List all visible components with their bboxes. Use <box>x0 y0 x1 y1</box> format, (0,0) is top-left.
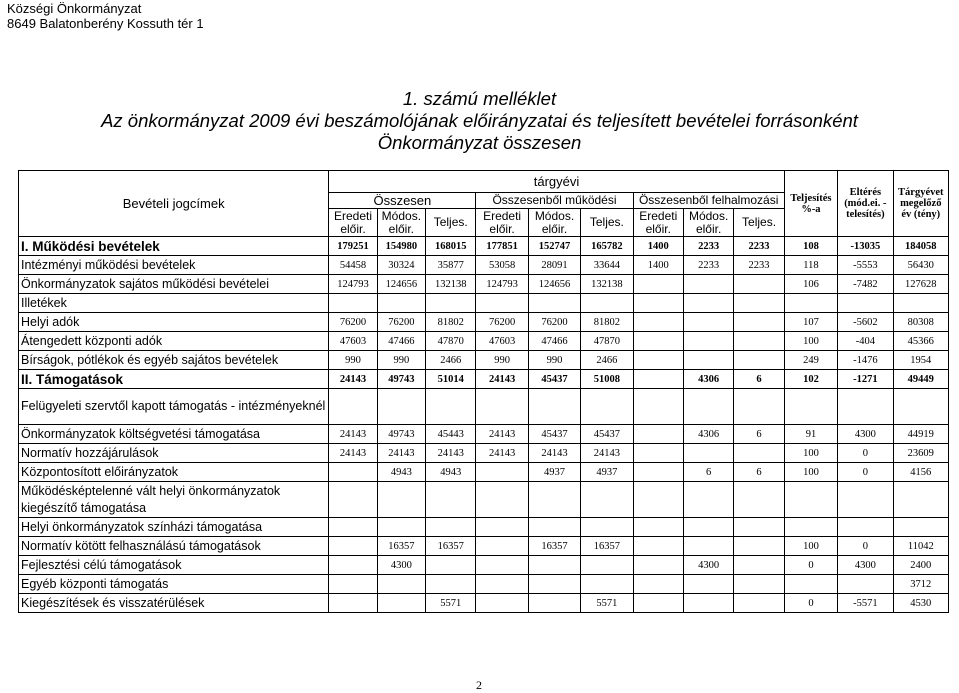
table-cell: 2233 <box>734 256 784 275</box>
table-cell <box>633 444 683 463</box>
table-cell: 0 <box>784 556 837 575</box>
table-cell <box>528 294 580 313</box>
table-cell: 81802 <box>581 313 633 332</box>
table-cell: 1400 <box>633 237 683 256</box>
sub-header-modos: Módos. előir. <box>528 209 580 237</box>
col-header-jogcim: Bevételi jogcímek <box>19 171 329 237</box>
table-cell: 6 <box>734 425 784 444</box>
table-cell <box>633 463 683 482</box>
table-row <box>19 332 949 351</box>
table-cell <box>633 313 683 332</box>
table-cell: 91 <box>784 425 837 444</box>
title-line-2: Az önkormányzat 2009 évi beszámolójának előirányzatai és teljesített bevételei forrásonként <box>101 110 858 131</box>
table-cell <box>633 556 683 575</box>
table-cell: 2233 <box>734 237 784 256</box>
table-cell: 100 <box>784 463 837 482</box>
table-cell: 0 <box>838 444 893 463</box>
table-cell <box>683 575 733 594</box>
table-cell: 118 <box>784 256 837 275</box>
table-cell <box>476 575 528 594</box>
table-cell: 45437 <box>528 370 580 389</box>
table-cell: 56430 <box>893 256 948 275</box>
table-row <box>19 294 949 313</box>
sub-header-modos: Módos. előir. <box>683 209 733 237</box>
table-cell: 35877 <box>426 256 476 275</box>
table-cell <box>329 463 377 482</box>
table-cell <box>734 537 784 556</box>
table-cell <box>528 389 580 425</box>
table-cell <box>784 482 837 518</box>
table-row <box>19 389 949 425</box>
table-cell: 4530 <box>893 594 948 613</box>
table-cell: 124793 <box>476 275 528 294</box>
table-cell: 154980 <box>377 237 425 256</box>
table-cell: 4943 <box>377 463 425 482</box>
table-cell <box>893 518 948 537</box>
table-row <box>19 425 949 444</box>
table-cell: 132138 <box>426 275 476 294</box>
table-cell: 2466 <box>581 351 633 370</box>
table-cell <box>683 389 733 425</box>
table-cell: 24143 <box>329 370 377 389</box>
table-cell: 51014 <box>426 370 476 389</box>
table-cell <box>377 294 425 313</box>
row-label: Kiegészítések és visszatérülések <box>19 594 329 613</box>
table-cell <box>476 389 528 425</box>
table-cell <box>683 294 733 313</box>
table-cell: -5602 <box>838 313 893 332</box>
table-cell <box>528 518 580 537</box>
table-cell <box>426 294 476 313</box>
table-body <box>19 237 949 613</box>
table-cell: 132138 <box>581 275 633 294</box>
table-cell: 0 <box>838 463 893 482</box>
table-cell: 124656 <box>377 275 425 294</box>
table-cell: 76200 <box>528 313 580 332</box>
table-cell <box>683 482 733 518</box>
table-cell: 24143 <box>476 370 528 389</box>
table-cell <box>734 294 784 313</box>
sub-header-teljes: Teljes. <box>581 209 633 237</box>
table-cell <box>329 482 377 518</box>
table-row <box>19 537 949 556</box>
table-cell <box>683 537 733 556</box>
table-cell: 47870 <box>426 332 476 351</box>
title-line-1: 1. számú melléklet <box>402 88 557 109</box>
table-cell: 24143 <box>329 444 377 463</box>
table-cell: -1271 <box>838 370 893 389</box>
table-cell <box>734 332 784 351</box>
group-header-osszesen: Összesen <box>329 193 476 209</box>
table-cell: 4943 <box>426 463 476 482</box>
row-label: Helyi adók <box>19 313 329 332</box>
table-cell: 47466 <box>377 332 425 351</box>
table-cell: 76200 <box>377 313 425 332</box>
table-cell <box>633 389 683 425</box>
table-cell: 184058 <box>893 237 948 256</box>
table-cell: 108 <box>784 237 837 256</box>
table-cell: 16357 <box>581 537 633 556</box>
table-cell <box>784 575 837 594</box>
sub-header-teljes: Teljes. <box>734 209 784 237</box>
table-row <box>19 370 949 389</box>
sub-header-eredeti: Eredeti előir. <box>329 209 377 237</box>
table-cell: 177851 <box>476 237 528 256</box>
table-cell <box>329 575 377 594</box>
table-cell: 4306 <box>683 425 733 444</box>
row-label: Egyéb központi támogatás <box>19 575 329 594</box>
org-address: 8649 Balatonberény Kossuth tér 1 <box>7 16 204 31</box>
row-label: Normatív kötött felhasználású támogatások <box>19 537 329 556</box>
table-cell: 100 <box>784 332 837 351</box>
table-cell: 30324 <box>377 256 425 275</box>
table-cell <box>377 575 425 594</box>
table-cell <box>528 575 580 594</box>
table-cell: 47870 <box>581 332 633 351</box>
table-cell: 23609 <box>893 444 948 463</box>
table-cell: 81802 <box>426 313 476 332</box>
table-cell: 4300 <box>683 556 733 575</box>
table-cell <box>633 351 683 370</box>
table-cell: 165782 <box>581 237 633 256</box>
table-cell <box>377 594 425 613</box>
table-cell <box>329 389 377 425</box>
table-cell <box>633 594 683 613</box>
table-cell: 107 <box>784 313 837 332</box>
table-row <box>19 444 949 463</box>
table-cell <box>581 575 633 594</box>
table-cell <box>426 482 476 518</box>
table-cell <box>633 518 683 537</box>
table-cell: 24143 <box>476 444 528 463</box>
table-cell <box>426 575 476 594</box>
table-row <box>19 256 949 275</box>
table-cell: 2233 <box>683 256 733 275</box>
table-cell <box>633 537 683 556</box>
col-header-targyevi: tárgyévi <box>329 171 784 193</box>
table-row <box>19 556 949 575</box>
row-label: Illetékek <box>19 294 329 313</box>
table-cell: 76200 <box>476 313 528 332</box>
title-line-3: Önkormányzat összesen <box>377 132 582 153</box>
row-label: Felügyeleti szervtől kapott támogatás - intézményeknél <box>19 389 329 425</box>
table-cell: 51008 <box>581 370 633 389</box>
row-label: Fejlesztési célú támogatások <box>19 556 329 575</box>
table-cell: 1954 <box>893 351 948 370</box>
col-header-teljesites: Teljesítés %-a <box>784 171 837 237</box>
table-cell: 28091 <box>528 256 580 275</box>
table-row <box>19 313 949 332</box>
header-row-1 <box>19 171 949 193</box>
table-cell <box>838 575 893 594</box>
table-cell: 2400 <box>893 556 948 575</box>
table-cell: -13035 <box>838 237 893 256</box>
table-cell <box>734 351 784 370</box>
table-cell <box>329 518 377 537</box>
table-cell <box>784 389 837 425</box>
col-header-targyev: Tárgyévet megelőző év (tény) <box>893 171 948 237</box>
table-cell <box>633 370 683 389</box>
table-row <box>19 275 949 294</box>
table-cell: 124793 <box>329 275 377 294</box>
table-cell <box>581 518 633 537</box>
table-cell: 44919 <box>893 425 948 444</box>
table-cell <box>581 294 633 313</box>
table-cell <box>377 518 425 537</box>
table-cell: 4300 <box>838 425 893 444</box>
row-label: Helyi önkormányzatok színházi támogatása <box>19 518 329 537</box>
table-cell: 6 <box>734 370 784 389</box>
table-cell <box>734 556 784 575</box>
table-cell <box>838 482 893 518</box>
row-label: Központosított előirányzatok <box>19 463 329 482</box>
table-cell <box>476 482 528 518</box>
table-cell <box>476 594 528 613</box>
table-cell: -404 <box>838 332 893 351</box>
table-cell <box>426 556 476 575</box>
revenue-table <box>18 170 949 613</box>
sub-header-eredeti: Eredeti előir. <box>633 209 683 237</box>
table-cell <box>734 275 784 294</box>
table-cell <box>784 518 837 537</box>
table-cell: 990 <box>329 351 377 370</box>
table-cell <box>581 389 633 425</box>
row-label: Átengedett központi adók <box>19 332 329 351</box>
table-cell: 45437 <box>528 425 580 444</box>
table-cell <box>528 482 580 518</box>
table-cell: -1476 <box>838 351 893 370</box>
table-cell: 49743 <box>377 370 425 389</box>
table-cell: 100 <box>784 444 837 463</box>
table-cell <box>329 594 377 613</box>
table-cell: 11042 <box>893 537 948 556</box>
row-label: Működésképtelenné vált helyi önkormányzatok kiegészítő támogatása <box>19 482 329 518</box>
table-row <box>19 237 949 256</box>
table-cell: 47466 <box>528 332 580 351</box>
row-label: I. Működési bevételek <box>19 237 329 256</box>
table-cell <box>838 294 893 313</box>
table-cell: 5571 <box>426 594 476 613</box>
table-cell: 3712 <box>893 575 948 594</box>
table-cell: 16357 <box>528 537 580 556</box>
table-cell <box>683 313 733 332</box>
table-row <box>19 463 949 482</box>
table-cell: 6 <box>683 463 733 482</box>
table-cell: 6 <box>734 463 784 482</box>
table-cell <box>426 518 476 537</box>
table-cell: 45366 <box>893 332 948 351</box>
table-cell: 124656 <box>528 275 580 294</box>
table-cell: 4300 <box>377 556 425 575</box>
sub-header-modos: Módos. előir. <box>377 209 425 237</box>
table-row <box>19 351 949 370</box>
table-cell <box>329 537 377 556</box>
table-cell: 45437 <box>581 425 633 444</box>
table-cell <box>633 575 683 594</box>
row-label: II. Támogatások <box>19 370 329 389</box>
table-row <box>19 518 949 537</box>
table-cell <box>476 518 528 537</box>
table-cell <box>329 556 377 575</box>
table-cell <box>426 389 476 425</box>
table-cell: 16357 <box>377 537 425 556</box>
table-cell: 16357 <box>426 537 476 556</box>
table-cell: 4156 <box>893 463 948 482</box>
table-cell: 179251 <box>329 237 377 256</box>
table-cell <box>683 594 733 613</box>
table-cell: 2466 <box>426 351 476 370</box>
page-number: 2 <box>476 678 482 692</box>
sub-header-eredeti: Eredeti előir. <box>476 209 528 237</box>
table-cell <box>476 537 528 556</box>
table-cell <box>734 575 784 594</box>
table-cell <box>528 556 580 575</box>
org-name: Községi Önkormányzat <box>7 1 142 16</box>
table-cell: 76200 <box>329 313 377 332</box>
table-cell <box>633 332 683 351</box>
table-cell <box>893 482 948 518</box>
table-cell <box>581 556 633 575</box>
table-cell <box>734 518 784 537</box>
group-header-felhalmozasi: Összesenből felhalmozási <box>633 193 784 209</box>
table-cell: 990 <box>377 351 425 370</box>
table-cell: -5553 <box>838 256 893 275</box>
row-label: Önkormányzatok sajátos működési bevételei <box>19 275 329 294</box>
table-cell: 24143 <box>476 425 528 444</box>
table-cell: 2233 <box>683 237 733 256</box>
table-cell: 1400 <box>633 256 683 275</box>
table-cell <box>476 294 528 313</box>
table-cell <box>734 313 784 332</box>
table-cell: 49743 <box>377 425 425 444</box>
table-cell: 33644 <box>581 256 633 275</box>
table-cell <box>329 294 377 313</box>
table-cell <box>838 518 893 537</box>
table-cell <box>633 275 683 294</box>
table-cell: 4937 <box>581 463 633 482</box>
table-cell <box>581 482 633 518</box>
table-cell: 4306 <box>683 370 733 389</box>
table-cell <box>683 444 733 463</box>
table-cell <box>476 556 528 575</box>
table-cell: 0 <box>784 594 837 613</box>
table-cell <box>377 482 425 518</box>
table-cell: 249 <box>784 351 837 370</box>
table-cell: 106 <box>784 275 837 294</box>
table-row <box>19 482 949 518</box>
table-cell: 24143 <box>426 444 476 463</box>
table-cell: 4300 <box>838 556 893 575</box>
table-cell: 5571 <box>581 594 633 613</box>
row-label: Bírságok, pótlékok és egyéb sajátos bevételek <box>19 351 329 370</box>
table-cell: 127628 <box>893 275 948 294</box>
table-cell <box>683 518 733 537</box>
row-label: Önkormányzatok költségvetési támogatása <box>19 425 329 444</box>
table-cell <box>683 351 733 370</box>
col-header-elteres: Eltérés (mód.ei. - telesítés) <box>838 171 893 237</box>
group-header-mukodesi: Összesenből működési <box>476 193 633 209</box>
table-cell <box>683 332 733 351</box>
sub-header-teljes: Teljes. <box>426 209 476 237</box>
table-cell: 24143 <box>528 444 580 463</box>
table-row <box>19 575 949 594</box>
table-cell: -7482 <box>838 275 893 294</box>
table-cell <box>893 294 948 313</box>
table-cell: 990 <box>476 351 528 370</box>
table-cell: 54458 <box>329 256 377 275</box>
table-cell: 47603 <box>329 332 377 351</box>
table-cell <box>633 425 683 444</box>
table-cell <box>476 463 528 482</box>
table-cell: 102 <box>784 370 837 389</box>
table-cell <box>734 594 784 613</box>
table-cell: 53058 <box>476 256 528 275</box>
table-cell: 80308 <box>893 313 948 332</box>
table-cell: 4937 <box>528 463 580 482</box>
table-cell <box>734 444 784 463</box>
table-cell <box>633 482 683 518</box>
table-row <box>19 594 949 613</box>
table-cell <box>734 482 784 518</box>
table-cell <box>838 389 893 425</box>
table-cell: -5571 <box>838 594 893 613</box>
table-cell: 47603 <box>476 332 528 351</box>
table-cell: 49449 <box>893 370 948 389</box>
table-cell <box>734 389 784 425</box>
table-cell <box>784 294 837 313</box>
row-label: Normatív hozzájárulások <box>19 444 329 463</box>
table-cell: 45443 <box>426 425 476 444</box>
table-cell <box>683 275 733 294</box>
table-cell: 100 <box>784 537 837 556</box>
table-cell: 990 <box>528 351 580 370</box>
table-cell: 168015 <box>426 237 476 256</box>
table-cell: 24143 <box>329 425 377 444</box>
table-cell: 0 <box>838 537 893 556</box>
table-cell: 24143 <box>377 444 425 463</box>
table-cell: 152747 <box>528 237 580 256</box>
table-cell: 24143 <box>581 444 633 463</box>
table-cell <box>633 294 683 313</box>
table-cell <box>528 594 580 613</box>
table-cell <box>893 389 948 425</box>
row-label: Intézményi működési bevételek <box>19 256 329 275</box>
table-cell <box>377 389 425 425</box>
